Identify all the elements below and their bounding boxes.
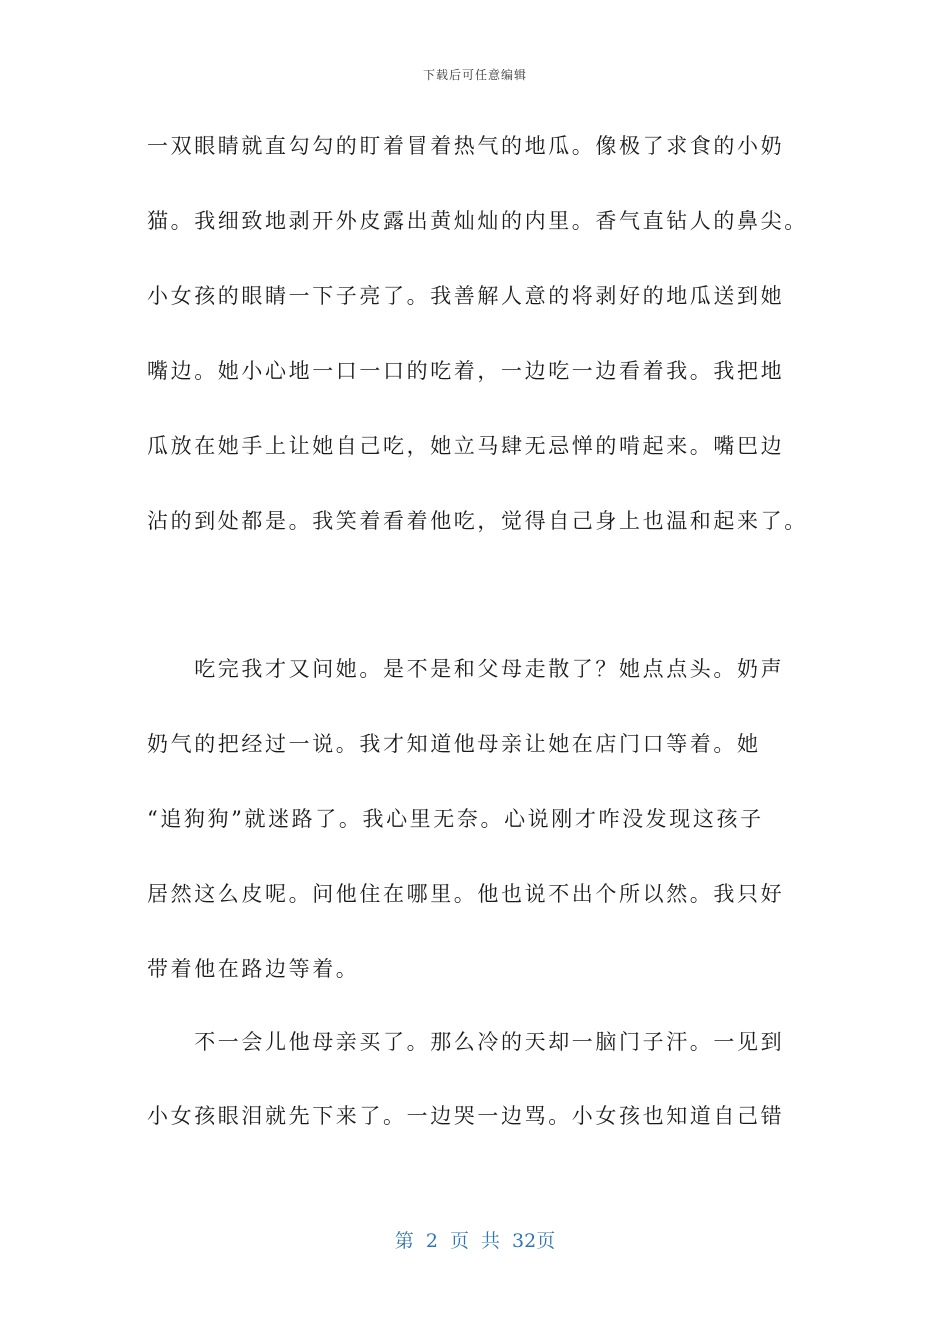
text-line: 居然这么皮呢。问他住在哪里。他也说不出个所以然。我只好: [147, 882, 785, 906]
page-header: 下载后可任意编辑: [422, 68, 527, 82]
text-line: 瓜放在她手上让她自己吃，她立马肆无忌惮的啃起来。嘴巴边: [147, 434, 785, 458]
text-line: 不一会儿他母亲买了。那么冷的天却一脑门子汗。一见到: [147, 1030, 785, 1054]
text-line: 嘴边。她小心地一口一口的吃着，一边吃一边看着我。我把地: [147, 359, 785, 383]
text-line: 奶气的把经过一说。我才知道他母亲让她在店门口等着。她: [147, 732, 761, 756]
text-line: 一双眼睛就直勾勾的盯着冒着热气的地瓜。像极了求食的小奶: [147, 134, 785, 158]
text-line: 猫。我细致地剥开外皮露出黄灿灿的内里。香气直钻人的鼻尖。: [147, 209, 808, 233]
page-number-footer: 第 2 页 共 32页: [394, 1230, 556, 1252]
text-line: 小女孩的眼睛一下子亮了。我善解人意的将剥好的地瓜送到她: [147, 284, 785, 308]
text-line: 吃完我才又问她。是不是和父母走散了？她点点头。奶声: [147, 657, 785, 681]
text-line: 小女孩眼泪就先下来了。一边哭一边骂。小女孩也知道自己错: [147, 1104, 785, 1128]
text-line: 带着他在路边等着。: [147, 957, 360, 981]
text-line: 沾的到处都是。我笑着看着他吃，觉得自己身上也温和起来了。: [147, 509, 808, 533]
text-line: “追狗狗”就迷路了。我心里无奈。心说刚才咋没发现这孩子: [147, 807, 764, 831]
